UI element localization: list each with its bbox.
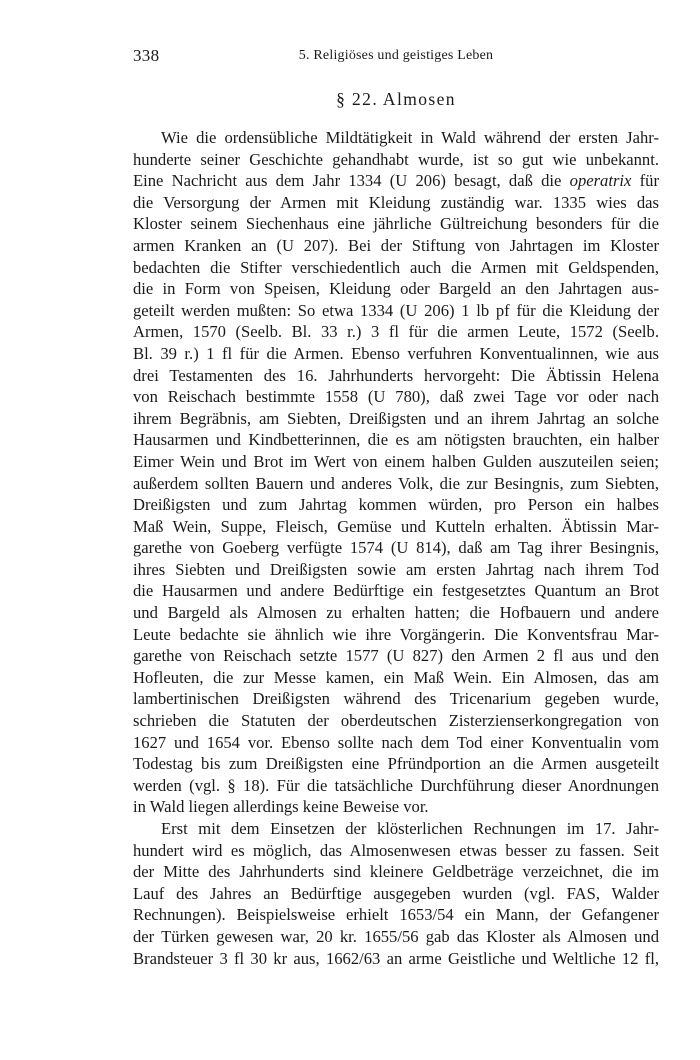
- text-line: Wie die ordensübliche Mildtätigkeit in Wald während der ersten Jahr-: [161, 128, 659, 147]
- text-line: Dreißigsten und zum Jahrtag kommen würden, pro Person ein halbes: [133, 495, 659, 515]
- text-line: Bl. 39 r.) 1 fl für die Armen. Ebenso verfuhren Konventualinnen, wie aus: [133, 343, 659, 363]
- text-line: und Bargeld als Almosen zu erhalten hatten; die Hofbauern und andere: [133, 603, 659, 623]
- section-heading: § 22. Almosen: [336, 89, 456, 109]
- text-line: Maß Wein, Suppe, Fleisch, Gemüse und Kutteln erhalten. Äbtissin Mar-: [133, 516, 659, 536]
- text-line: der Türken gewesen war, 20 kr. 1655/56 gab das Kloster als Almosen und: [133, 926, 659, 946]
- text-line: Todestag bis zum Dreißigsten eine Pfründportion an die Armen ausgeteilt: [133, 754, 659, 774]
- text-line: Hausarmen und Kindbetterinnen, die es am nötigsten brauchten, ein halber: [133, 430, 659, 450]
- text-line: von Reischach bestimmte 1558 (U 780), daß zwei Tage vor oder nach: [133, 387, 659, 407]
- text-line: außerdem sollten Bauern und anderes Volk, die zur Besingnis, zum Siebten,: [133, 473, 659, 493]
- text-line: armen Kranken an (U 207). Bei der Stiftung von Jahrtagen im Kloster: [133, 235, 659, 255]
- text-line: die Hausarmen und andere Bedürftige ein festgesetztes Quantum an Brot: [133, 581, 659, 601]
- text-line: lambertinischen Dreißigsten während des Tricenarium gegeben wurde,: [133, 689, 659, 709]
- text-line: 1627 und 1654 vor. Ebenso sollte nach dem Tod einer Konventualin vom: [133, 732, 659, 752]
- text-line: Erst mit dem Einsetzen der klösterlichen Rechnungen im 17. Jahr-: [161, 819, 659, 838]
- text-line: werden (vgl. § 18). Für die tatsächliche Durchführung dieser Anordnungen: [133, 775, 659, 795]
- page-number: 338: [133, 46, 160, 65]
- text-line: Rechnungen). Beispielsweise erhielt 1653/54 ein Mann, der Gefangener: [133, 905, 659, 925]
- running-head: [133, 46, 659, 70]
- text-line: geteilt werden mußten: So etwa 1334 (U 206) 1 lb pf für die Kleidung der: [133, 300, 659, 320]
- text-line: Leute bedachte sie ähnlich wie ihre Vorgängerin. Die Konventsfrau Mar-: [133, 624, 659, 644]
- text-line: in Wald liegen allerdings keine Beweise vor.: [133, 797, 429, 817]
- text-line: garethe von Goeberg verfügte 1574 (U 814), daß am Tag ihrer Besingnis,: [133, 538, 659, 558]
- text-line: die in Form von Speisen, Kleidung oder Bargeld an den Jahrtagen aus-: [133, 279, 659, 299]
- text-line: drei Testamenten des 16. Jahrhunderts hervorgeht: Die Äbtissin Helena: [133, 365, 659, 385]
- text-line: Brandsteuer 3 fl 30 kr aus, 1662/63 an arme Geistliche und Weltliche 12 fl,: [133, 948, 659, 968]
- text-line: Eine Nachricht aus dem Jahr 1334 (U 206) besagt, daß die operatrix für: [133, 171, 659, 191]
- text-line: ihrem Begräbnis, am Siebten, Dreißigsten und an ihrem Jahrtag an solche: [133, 408, 659, 428]
- text-line: Hofleuten, die zur Messe kamen, ein Maß Wein. Ein Almosen, das am: [133, 667, 659, 687]
- running-title: 5. Religiöses und geistiges Leben: [298, 48, 494, 63]
- text-line: hundert wird es möglich, das Almosenwesen etwas besser zu fassen. Seit: [133, 840, 659, 860]
- text-line: Eimer Wein und Brot im Wert von einem halben Gulden auszuteilen seien;: [133, 451, 659, 471]
- text-line: der Mitte des Jahrhunderts sind kleinere Geldbeträge verzeichnet, die im: [133, 862, 659, 882]
- text-line: die Versorgung der Armen mit Kleidung zuständig war. 1335 wies das: [133, 192, 659, 212]
- text-line: bedachten die Stifter verschiedentlich auch die Armen mit Geldspenden,: [133, 257, 659, 277]
- body-text: [133, 127, 659, 969]
- text-line: Kloster seinem Siechenhaus eine jährliche Gültreichung besonders für die: [133, 214, 659, 234]
- text-line: Armen, 1570 (Seelb. Bl. 33 r.) 3 fl für die armen Leute, 1572 (Seelb.: [133, 322, 659, 342]
- text-line: Lauf des Jahres an Bedürftige ausgegeben wurden (vgl. FAS, Walder: [133, 883, 659, 903]
- text-line: garethe von Reischach setzte 1577 (U 827) den Armen 2 fl aus und den: [133, 646, 659, 666]
- text-line: hunderte seiner Geschichte gehandhabt wurde, ist so gut wie unbekannt.: [133, 149, 659, 169]
- text-line: schrieben die Statuten der oberdeutschen Zisterzienserkongregation von: [133, 711, 659, 731]
- text-line: ihres Siebten und Dreißigsten sowie am ersten Jahrtag nach ihrem Tod: [133, 559, 659, 579]
